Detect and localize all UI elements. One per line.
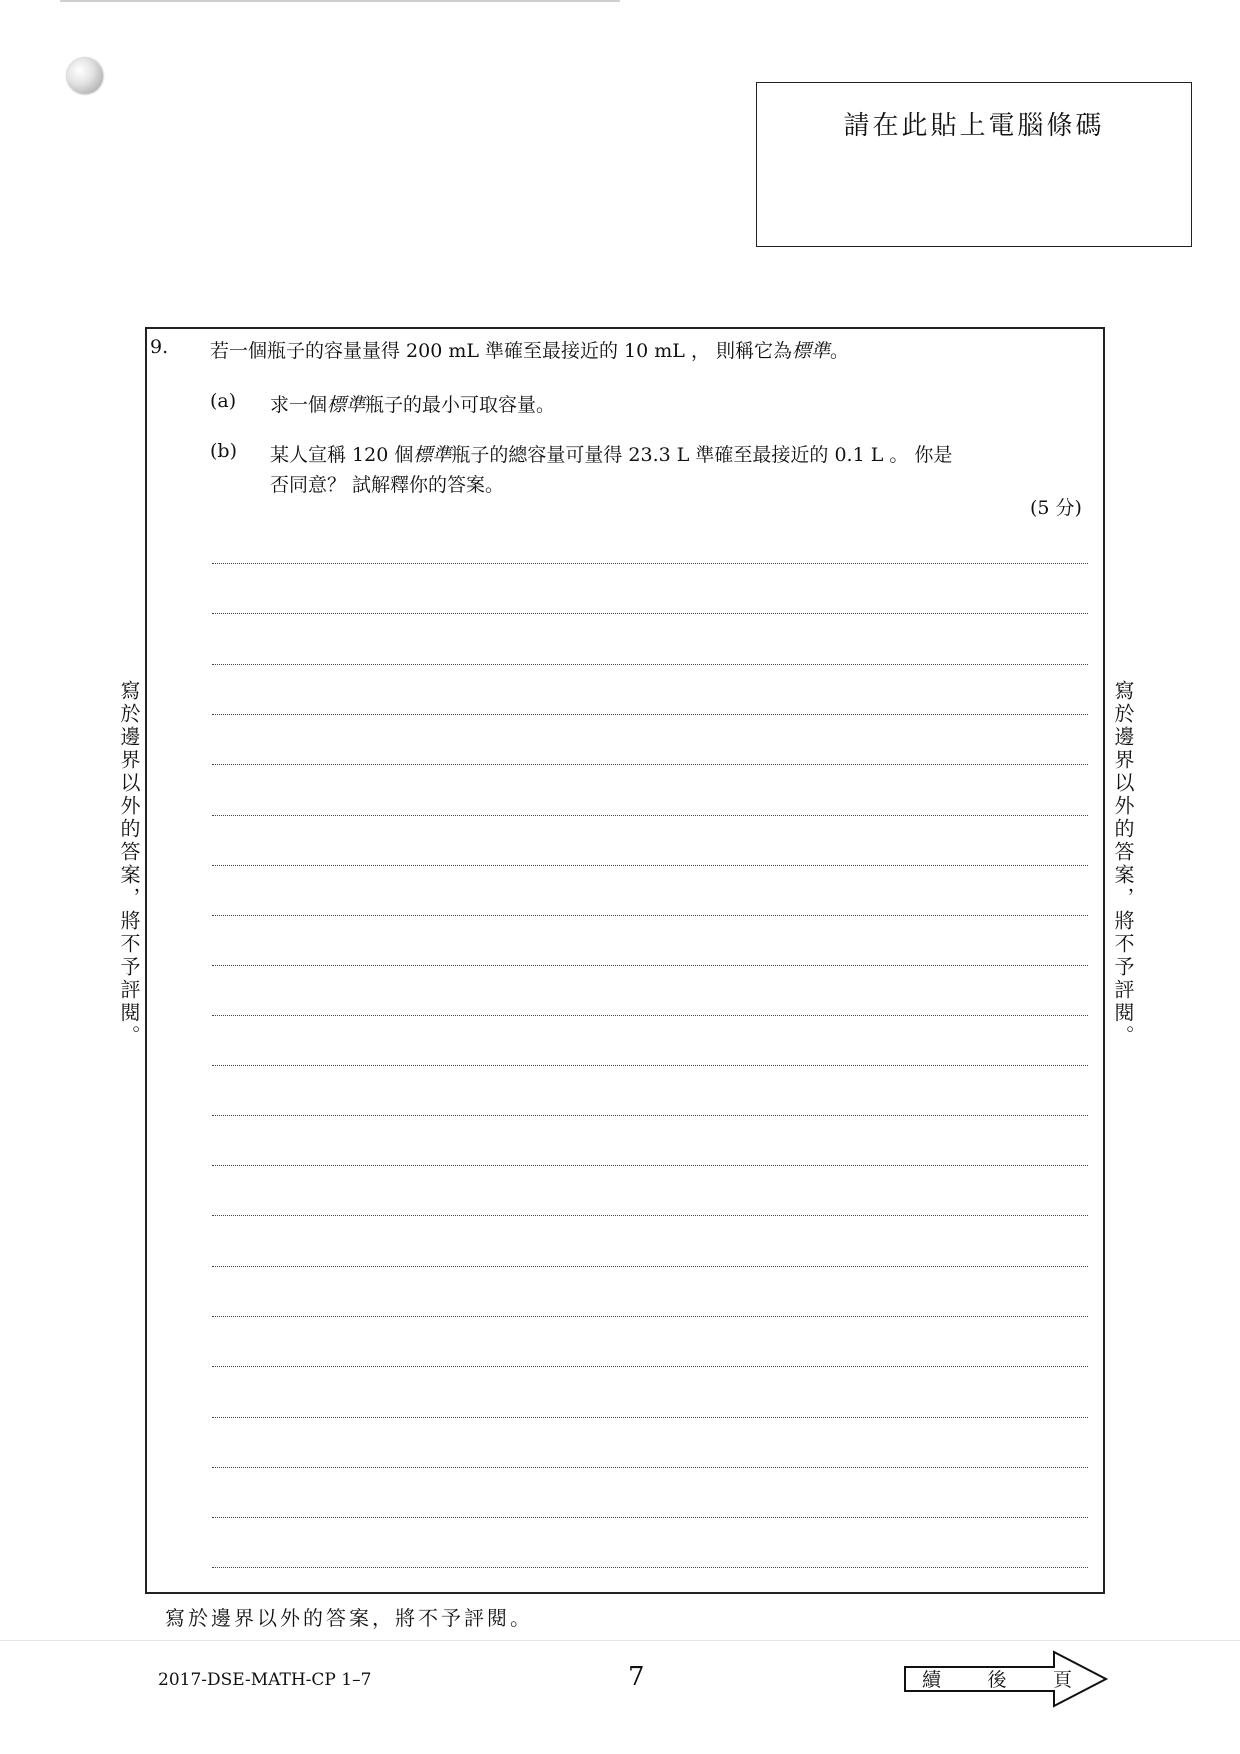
answer-line <box>212 1215 1088 1216</box>
answer-frame <box>145 327 1105 1594</box>
margin-warning-right: 寫於邊界以外的答案，將不予評閱。 <box>1111 680 1135 1048</box>
part-a-text-1: 求一個 <box>270 394 328 416</box>
question-number: 9. <box>150 336 169 358</box>
part-b-text-1: 某人宣稱 120 個 <box>270 444 414 466</box>
barcode-box <box>756 82 1192 247</box>
answer-line <box>212 815 1088 816</box>
paper-code: 2017-DSE-MATH-CP 1–7 <box>158 1670 372 1690</box>
answer-line <box>212 965 1088 966</box>
answer-line <box>212 1015 1088 1016</box>
part-a-text-2: 瓶子的最小可取容量。 <box>365 394 556 416</box>
page-number: 7 <box>628 1662 645 1692</box>
answer-line <box>212 1567 1088 1568</box>
answer-line <box>212 915 1088 916</box>
answer-line <box>212 1065 1088 1066</box>
answer-line <box>212 1115 1088 1116</box>
part-a-text <box>270 390 555 417</box>
question-stem-text: 若一個瓶子的容量量得 200 mL 準確至最接近的 10 mL ， 則稱它為 <box>210 340 792 362</box>
answer-line <box>212 1316 1088 1317</box>
top-edge-rule <box>60 0 620 2</box>
answer-line <box>212 1417 1088 1418</box>
part-b-text-line2: 否同意？ 試解釋你的答案。 <box>270 474 505 496</box>
marks-allocation: (5 分) <box>1030 497 1082 519</box>
answer-line <box>212 563 1088 564</box>
margin-warning-left: 寫於邊界以外的答案，將不予評閱。 <box>117 680 141 1048</box>
part-b-text-2: 瓶子的總容量可量得 23.3 L 準確至最接近的 0.1 L 。 你是 <box>451 444 953 466</box>
answer-line <box>212 1467 1088 1468</box>
answer-line <box>212 1517 1088 1518</box>
question-stem-italic: 標準 <box>792 340 831 362</box>
part-a-label: (a) <box>210 390 237 412</box>
continue-label <box>922 1665 1072 1692</box>
continue-char: 頁 <box>1052 1669 1072 1691</box>
barcode-label: 請在此貼上電腦條碼 <box>843 111 1105 141</box>
answer-line <box>212 1165 1088 1166</box>
answer-line <box>212 714 1088 715</box>
continue-char: 續 <box>922 1669 942 1691</box>
answer-line <box>212 1366 1088 1367</box>
question-stem <box>210 336 849 363</box>
part-b-italic: 標準 <box>413 444 452 466</box>
footer-divider <box>0 1640 1240 1641</box>
question-stem-end: 。 <box>830 340 850 362</box>
answer-line <box>212 613 1088 614</box>
part-b-text <box>270 440 952 467</box>
answer-line <box>212 1266 1088 1267</box>
continue-arrow <box>904 1650 1110 1708</box>
punch-hole <box>67 58 103 94</box>
bottom-warning: 寫於邊界以外的答案，將不予評閱。 <box>165 1606 533 1630</box>
answer-line <box>212 664 1088 665</box>
answer-line <box>212 764 1088 765</box>
part-b-label: (b) <box>210 440 237 462</box>
answer-line <box>212 865 1088 866</box>
part-a-italic: 標準 <box>327 394 366 416</box>
continue-char: 後 <box>987 1669 1007 1691</box>
